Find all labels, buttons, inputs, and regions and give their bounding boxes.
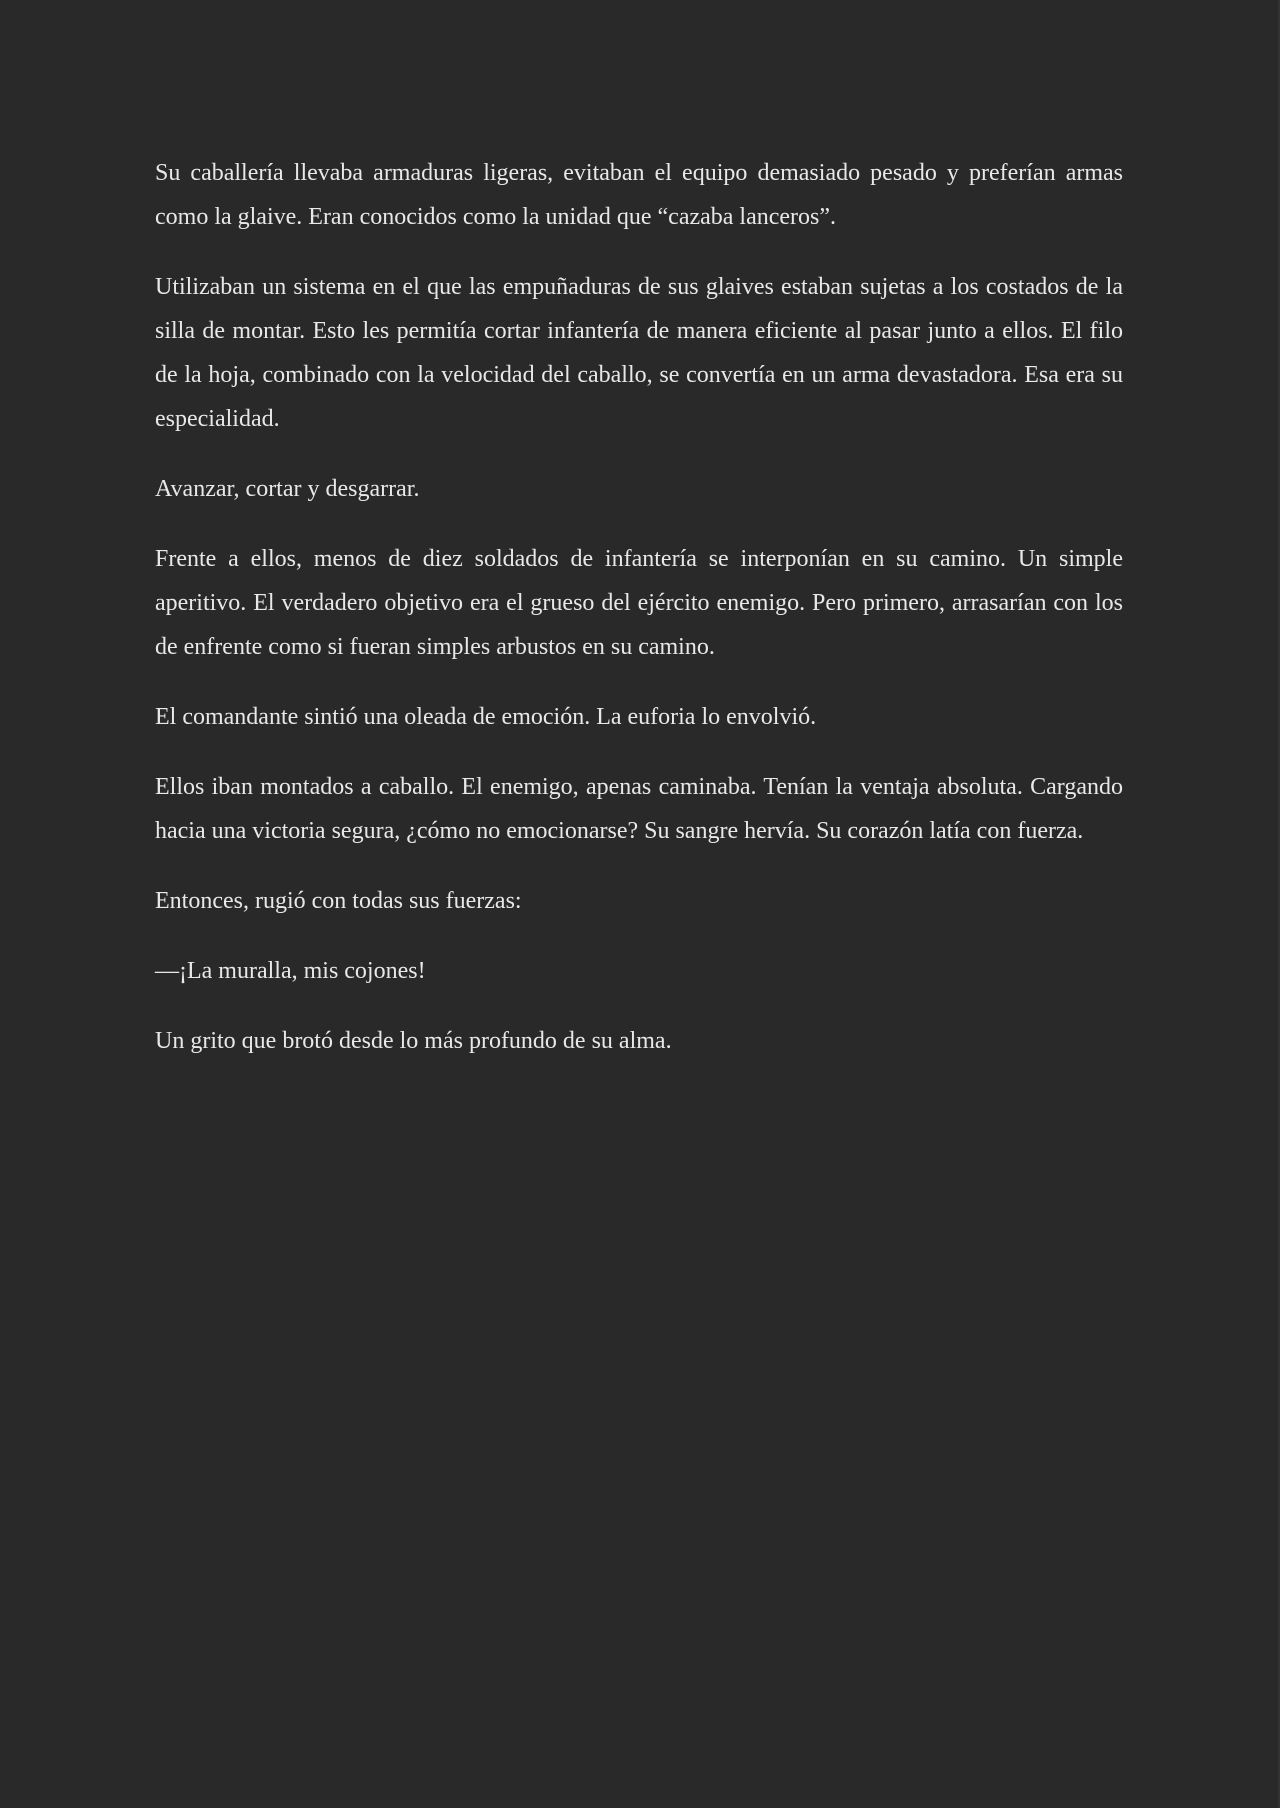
paragraph: El comandante sintió una oleada de emoción. La euforia lo envolvió. — [155, 704, 817, 730]
paragraph: Utilizaban un sistema en el que las empuñaduras de sus glaives estaban sujetas a los costados de la silla de montar. Esto les permitía cortar infantería de manera eficiente al pasar junto a ellos. El filo de la hoja, combinado con la velocidad del caballo, se convertía en un arma devastadora. Esa era su especialidad. — [155, 274, 1123, 432]
chapter-text — [155, 151, 1123, 1089]
dialogue-paragraph: —¡La muralla, mis cojones! — [155, 958, 426, 984]
paragraph: Entonces, rugió con todas sus fuerzas: — [155, 888, 522, 914]
paragraph: Su caballería llevaba armaduras ligeras, evitaban el equipo demasiado pesado y preferían armas como la glaive. Eran conocidos como la unidad que “cazaba lanceros”. — [155, 160, 1123, 230]
paragraph: Frente a ellos, menos de diez soldados de infantería se interponían en su camino. Un simple aperitivo. El verdadero objetivo era el grueso del ejército enemigo. Pero primero, arrasarían con los de enfrente como si fueran simples arbustos en su camino. — [155, 546, 1123, 660]
paragraph: Ellos iban montados a caballo. El enemigo, apenas caminaba. Tenían la ventaja absoluta. Cargando hacia una victoria segura, ¿cómo no emocionarse? Su sangre hervía. Su corazón latía con fuerza. — [155, 774, 1123, 844]
paragraph: Un grito que brotó desde lo más profundo de su alma. — [155, 1028, 672, 1054]
paragraph: Avanzar, cortar y desgarrar. — [155, 476, 420, 502]
